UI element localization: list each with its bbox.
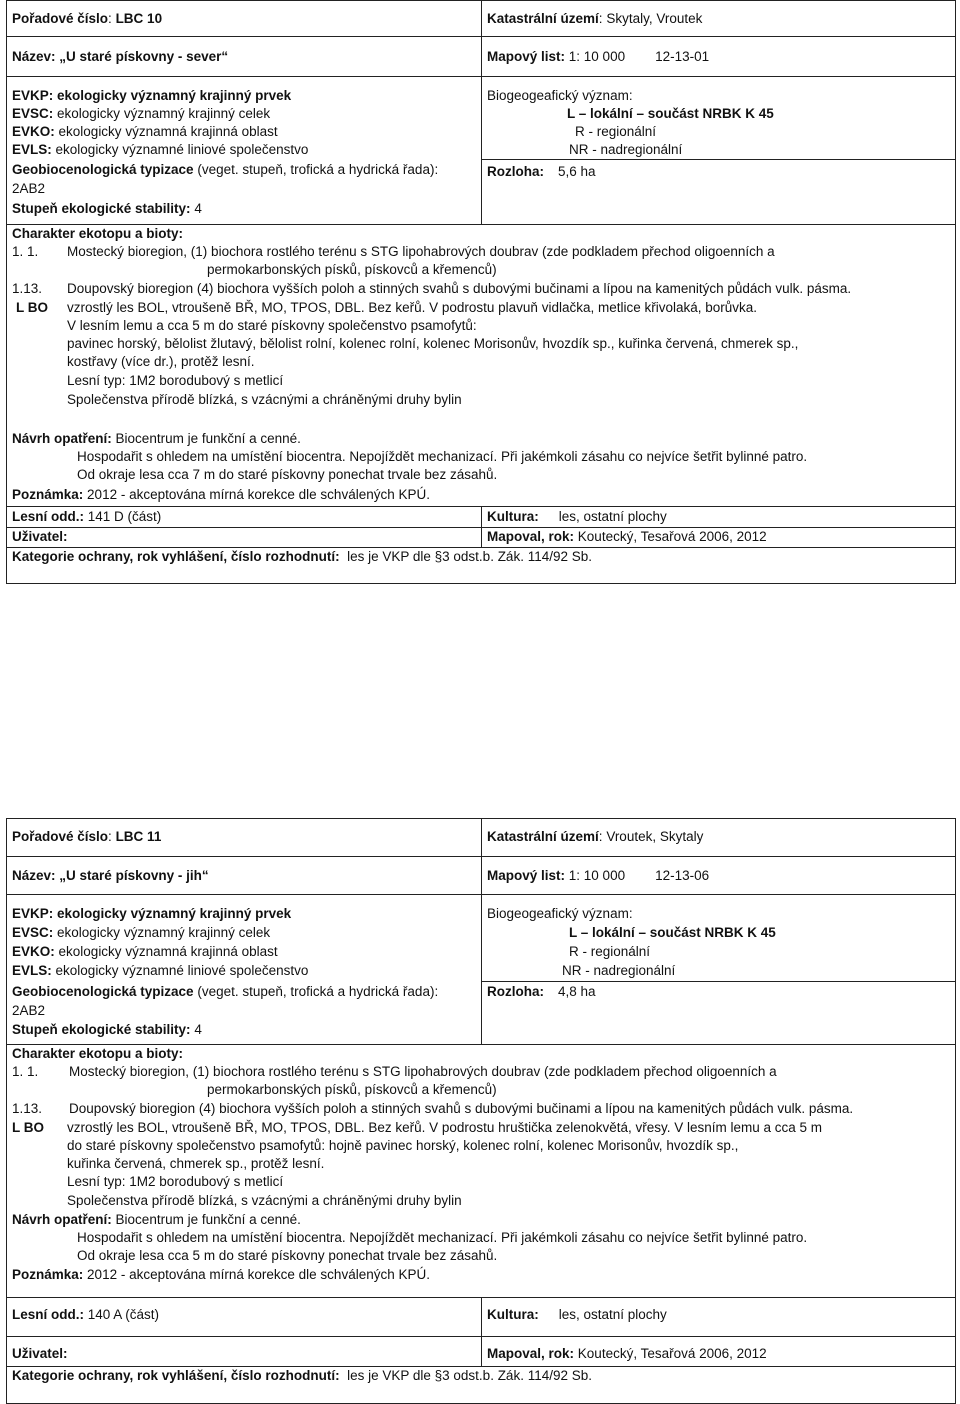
poznamka: Poznámka: 2012 - akceptována mírná korekce dle schválených KPÚ.: [12, 487, 430, 502]
char1-text2: permokarbonských písků, pískovců a křemenců): [207, 1082, 497, 1097]
poradove-cislo: Pořadové číslo: LBC 11: [12, 829, 162, 844]
uzivatel: Uživatel:: [12, 1346, 68, 1361]
char2-text: Doupovský bioregion (4) biochora vyšších poloh a stinných svahů s dubovými bučinami a lípou na kamenitých půdách vulk. pásma.: [67, 281, 852, 296]
lbo-line-1: vzrostlý les BOL, vtroušeně BŘ, MO, TPOS, DBL. Bez keřů. V podrostu hruštička zelenokvětá, vřesy. V lesním lemu a cca 5 m: [67, 1120, 823, 1135]
bio-regionalni: R - regionální: [575, 124, 657, 139]
evko: EVKO: ekologicky významná krajinná oblast: [12, 944, 278, 959]
lesni-typ: Lesní typ: 1M2 borodubový s metlicí: [67, 373, 284, 388]
kultura: Kultura: les, ostatní plochy: [487, 509, 667, 524]
lbo-line-2: do staré pískovny společenstvo psamofytů: hojně pavinec horský, kolenec rolní, kolenec Morisonův, hvozdík sp.,: [67, 1138, 739, 1153]
bio-lokalni: L – lokální – součást NRBK K 45: [569, 925, 776, 940]
evkp: EVKP: ekologicky významný krajinný prvek: [12, 88, 292, 103]
record-card-lbc10: [6, 0, 956, 584]
lesni-odd: Lesní odd.: 141 D (část): [12, 509, 162, 524]
char1-text: Mostecký bioregion, (1) biochora rostlého terénu s STG lipohabrových doubrav (zde podkladem přechod oligoenních a: [69, 1064, 777, 1079]
lbo-code: L BO: [16, 300, 49, 315]
geobiocenologicka-typizace: Geobiocenologická typizace (veget. stupeň, trofická a hydrická řada):: [12, 162, 439, 177]
header-row: [7, 819, 955, 857]
header-row: [7, 1, 955, 37]
char1-text: Mostecký bioregion, (1) biochora rostlého terénu s STG lipohabrových doubrav (zde podkladem přechod oligoenních a: [67, 244, 775, 259]
nazev-row: [7, 37, 955, 77]
uzivatel: Uživatel:: [12, 529, 68, 544]
kategorie-ochrany: Kategorie ochrany, rok vyhlášení, číslo rozhodnutí: les je VKP dle §3 odst.b. Zák. 114/92 Sb.: [12, 549, 592, 564]
charakter-label: Charakter ekotopu a bioty:: [12, 226, 184, 241]
bio-regionalni: R - regionální: [569, 944, 651, 959]
classification-block: [7, 895, 955, 1045]
record-card-lbc11: [6, 818, 956, 1404]
rozloha: Rozloha: 5,6 ha: [487, 164, 596, 179]
bio-lokalni: L – lokální – součást NRBK K 45: [567, 106, 774, 121]
spolecenstva: Společenstva přírodě blízká, s vzácnými a chráněnými druhy bylin: [67, 1193, 462, 1208]
lbo-line-1: vzrostlý les BOL, vtroušeně BŘ, MO, TPOS, DBL. Bez keřů. V podrostu plavuň vidlačka, metlice křivolaká, borůvka.: [67, 300, 758, 315]
nazev: Název: „U staré pískovny - jih“: [12, 868, 209, 883]
char1-text2: permokarbonských písků, pískovců a křemenců): [207, 262, 497, 277]
lbo-line-2: V lesním lemu a cca 5 m do staré pískovny společenstvo psamofytů:: [67, 318, 477, 333]
navrh-line-1: Hospodařit s ohledem na umístění biocentra. Nepojíždět mechanizací. Při jakémkoli zásahu co nejvíce šetřit bylinné patro.: [77, 449, 808, 464]
spolecenstva: Společenstva přírodě blízká, s vzácnými a chráněnými druhy bylin: [67, 392, 462, 407]
bio-nadregionalni: NR - nadregionální: [569, 142, 683, 157]
katastralni-uzemi: Katastrální území: Skytaly, Vroutek: [487, 11, 703, 26]
charakter-label: Charakter ekotopu a bioty:: [12, 1046, 184, 1061]
evsc: EVSC: ekologicky významný krajinný celek: [12, 106, 271, 121]
rozloha: Rozloha: 4,8 ha: [487, 984, 596, 999]
bio-label: Biogeogeafický význam:: [487, 906, 633, 921]
evsc: EVSC: ekologicky významný krajinný celek: [12, 925, 271, 940]
lbo-line-3: kuřinka červená, chmerek sp., protěž lesní.: [67, 1156, 325, 1171]
poradove-cislo: Pořadové číslo: LBC 10: [12, 11, 163, 26]
footer-block: [7, 506, 955, 564]
navrh-opatreni: Návrh opatření: Biocentrum je funkční a cenné.: [12, 431, 301, 446]
evkp: EVKP: ekologicky významný krajinný prvek: [12, 906, 292, 921]
char2-code: 1.13.: [12, 1101, 43, 1116]
geobiocenologicka-typizace: Geobiocenologická typizace (veget. stupeň, trofická a hydrická řada):: [12, 984, 439, 999]
char2-code: 1.13.: [12, 281, 43, 296]
bio-label: Biogeogeafický význam:: [487, 88, 633, 103]
evko: EVKO: ekologicky významná krajinná oblast: [12, 124, 278, 139]
geo-value: 2AB2: [12, 1003, 46, 1018]
nazev: Název: „U staré pískovny - sever“: [12, 49, 229, 64]
classification-block: [7, 77, 955, 225]
navrh-line-2: Od okraje lesa cca 7 m do staré pískovny ponechat trvale bez zásahů.: [77, 467, 498, 482]
stupen-stability: Stupeň ekologické stability: 4: [12, 201, 202, 216]
navrh-line-2: Od okraje lesa cca 5 m do staré pískovny ponechat trvale bez zásahů.: [77, 1248, 498, 1263]
kategorie-ochrany: Kategorie ochrany, rok vyhlášení, číslo rozhodnutí: les je VKP dle §3 odst.b. Zák. 114/92 Sb.: [12, 1368, 592, 1383]
bio-nadregionalni: NR - nadregionální: [562, 963, 676, 978]
evls: EVLS: ekologicky významné liniové společenstvo: [12, 142, 309, 157]
char1-code: 1. 1.: [12, 1064, 39, 1079]
stupen-stability: Stupeň ekologické stability: 4: [12, 1022, 202, 1037]
geo-value: 2AB2: [12, 181, 46, 196]
char1-code: 1. 1.: [12, 244, 39, 259]
lbo-line-3: pavinec horský, bělolist žlutavý, bělolist rolní, kolenec rolní, kolenec Morisonův, hvozdík sp., kuřinka červená, chmerek sp.,: [67, 336, 799, 351]
lbo-line-4: kostřavy (více dr.), protěž lesní.: [67, 354, 255, 369]
mapoval: Mapoval, rok: Koutecký, Tesařová 2006, 2012: [487, 529, 767, 544]
navrh-opatreni: Návrh opatření: Biocentrum je funkční a cenné.: [12, 1212, 301, 1227]
nazev-row: [7, 857, 955, 895]
mapovy-list: Mapový list: 1: 10 000 12-13-06: [487, 868, 710, 883]
evls: EVLS: ekologicky významné liniové společenstvo: [12, 963, 309, 978]
lesni-typ: Lesní typ: 1M2 borodubový s metlicí: [67, 1174, 284, 1189]
lbo-code: L BO: [12, 1120, 45, 1135]
kultura: Kultura: les, ostatní plochy: [487, 1307, 667, 1322]
mapoval: Mapoval, rok: Koutecký, Tesařová 2006, 2012: [487, 1346, 767, 1361]
katastralni-uzemi: Katastrální území: Vroutek, Skytaly: [487, 829, 704, 844]
navrh-line-1: Hospodařit s ohledem na umístění biocentra. Nepojíždět mechanizací. Při jakémkoli zásahu co nejvíce šetřit bylinné patro.: [77, 1230, 808, 1245]
mapovy-list: Mapový list: 1: 10 000 12-13-01: [487, 49, 710, 64]
footer-block: [7, 1297, 955, 1383]
char2-text: Doupovský bioregion (4) biochora vyšších poloh a stinných svahů s dubovými bučinami a lípou na kamenitých půdách vulk. pásma.: [69, 1101, 854, 1116]
lesni-odd: Lesní odd.: 140 A (část): [12, 1307, 160, 1322]
poznamka: Poznámka: 2012 - akceptována mírná korekce dle schválených KPÚ.: [12, 1267, 430, 1282]
